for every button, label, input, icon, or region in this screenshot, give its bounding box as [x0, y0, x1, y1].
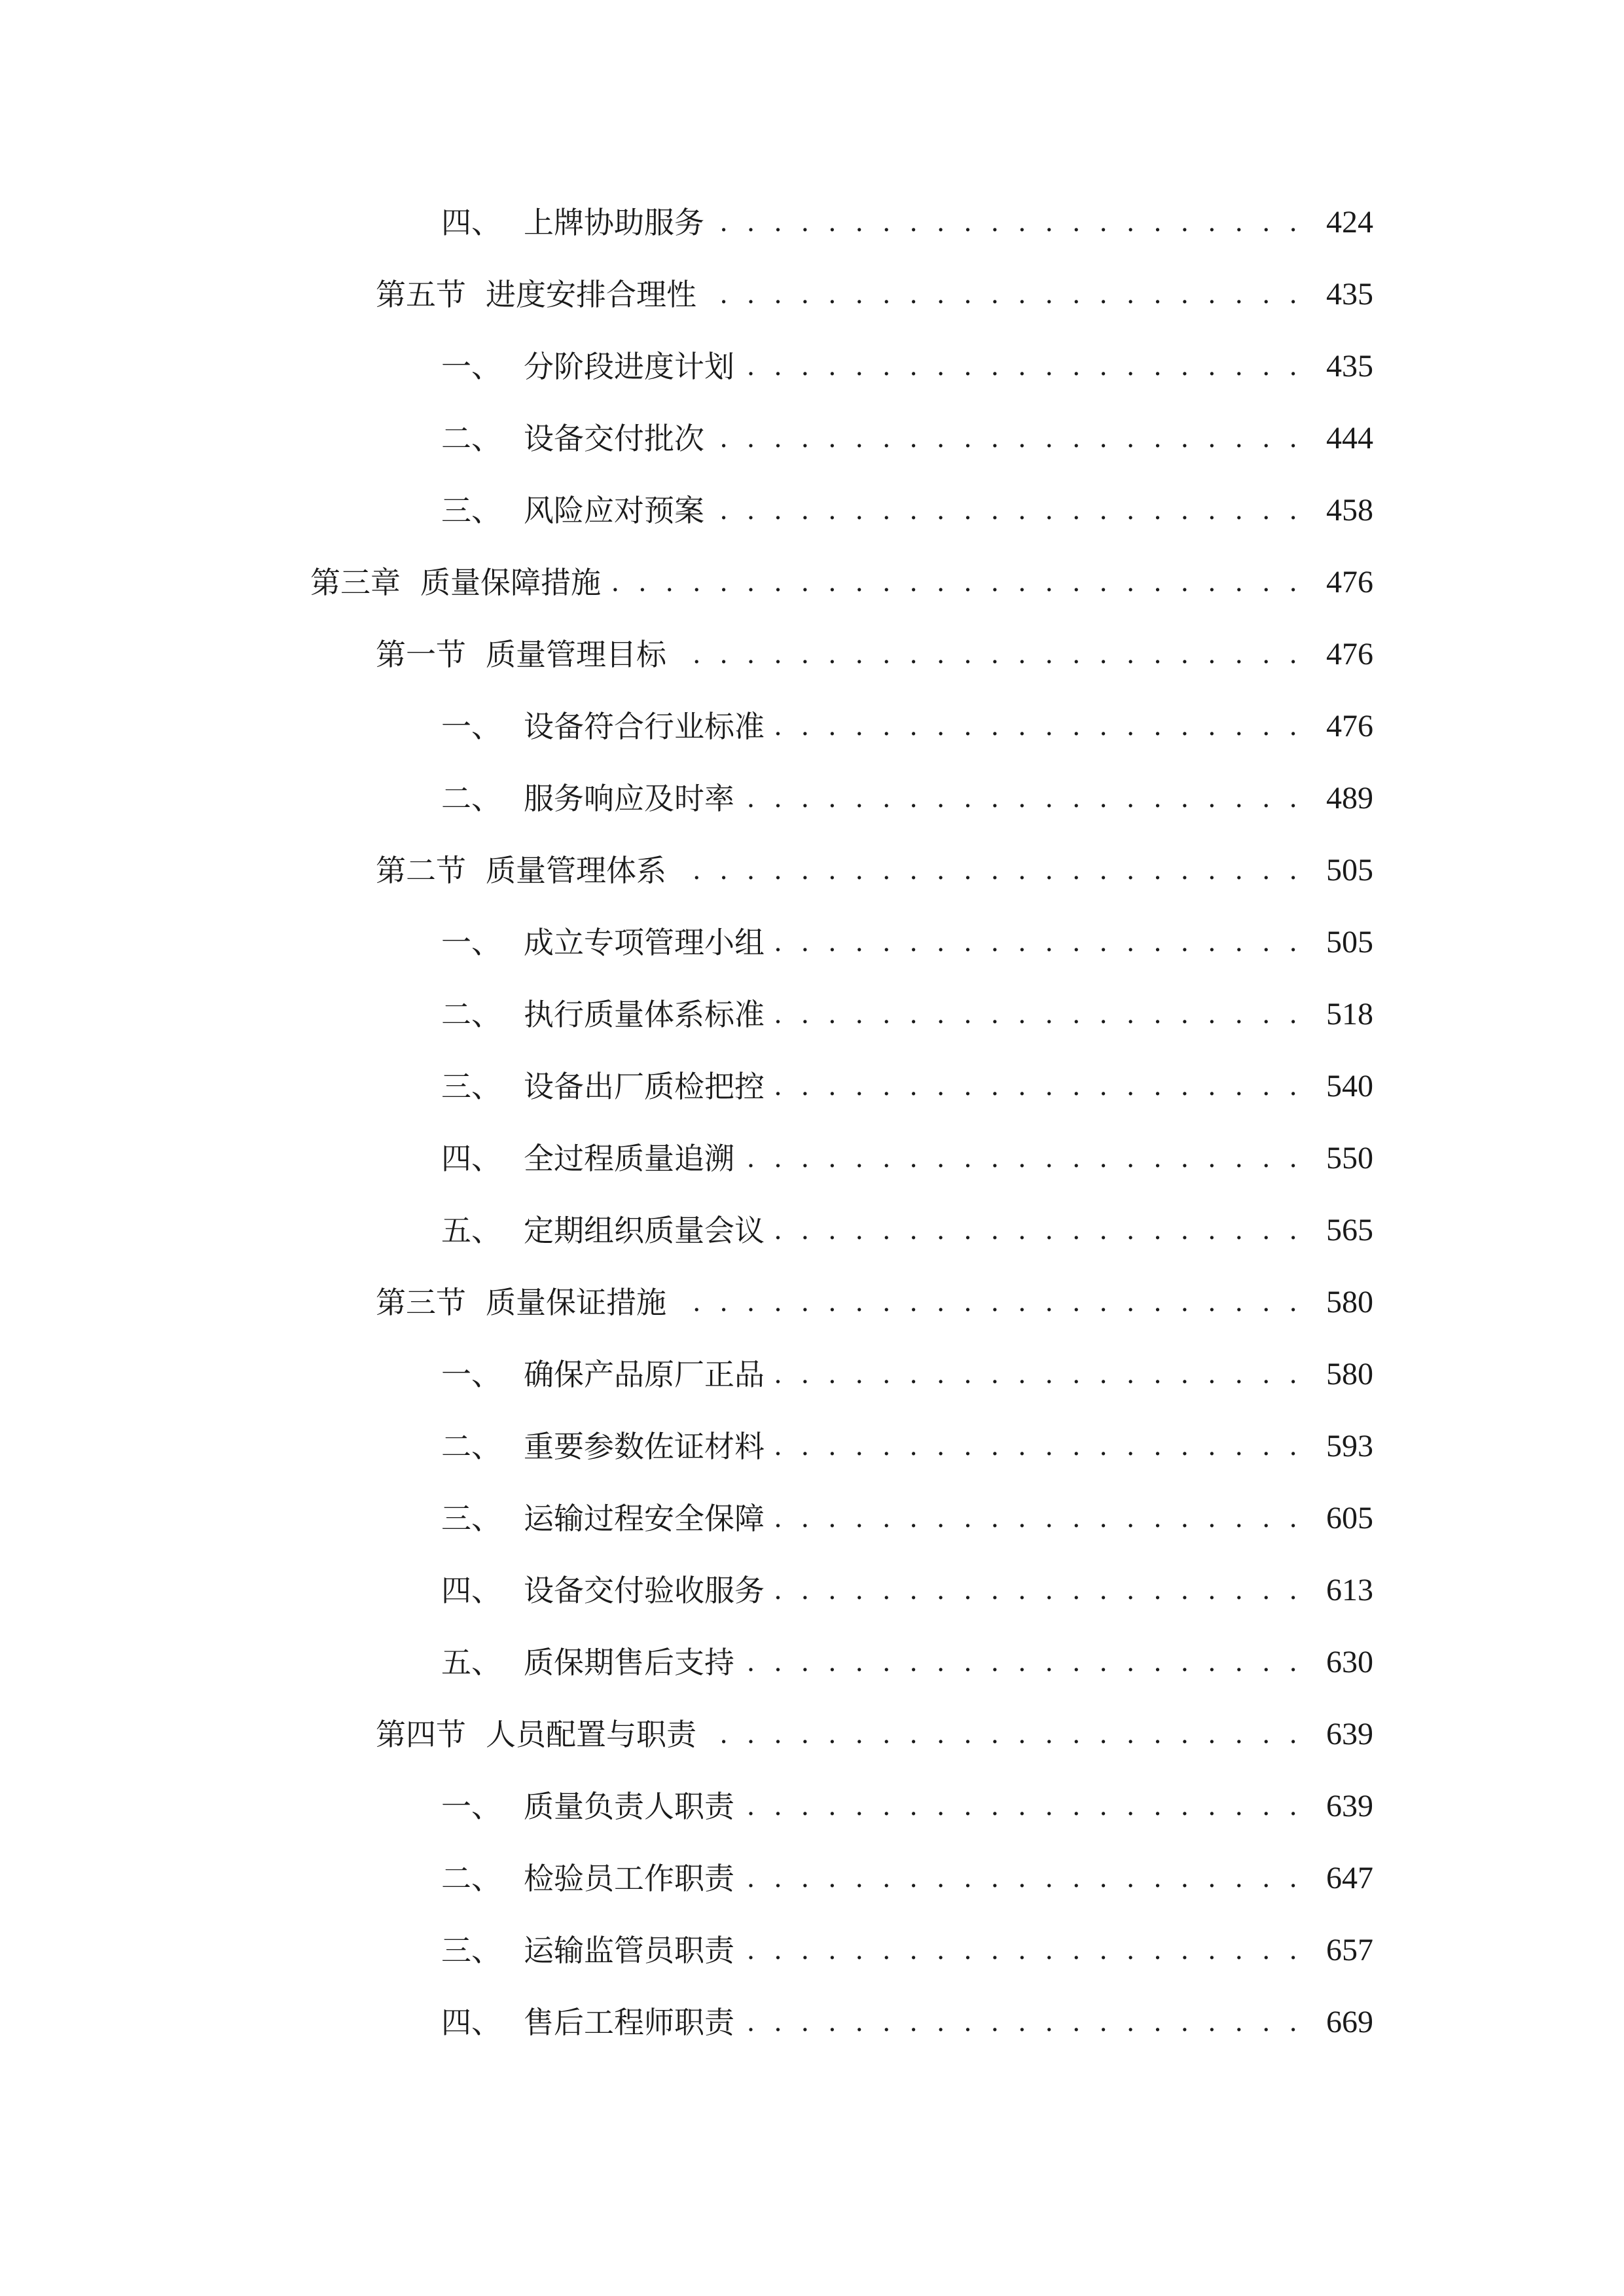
toc-entry[interactable]: [441, 1636, 1373, 1689]
toc-dot-leader: [744, 1924, 1303, 1977]
toc-entry-title: 设备交付批次: [524, 421, 704, 456]
toc-dot-leader: [744, 1132, 1303, 1185]
toc-entry-page: 505: [1326, 853, 1373, 888]
toc-entry-title: 执行质量体系标准: [524, 997, 765, 1032]
toc-entry-page: 435: [1326, 349, 1373, 384]
toc-entry-page: 518: [1326, 997, 1373, 1031]
toc-dot-leader: [774, 700, 1303, 753]
toc-entry-section-label: 第四节: [376, 1717, 466, 1752]
toc-entry-page: 580: [1326, 1285, 1373, 1319]
toc-entry-page: 489: [1326, 781, 1373, 816]
toc-entry-page: 593: [1326, 1429, 1373, 1463]
toc-entry[interactable]: [441, 916, 1373, 969]
toc-entry-page: 565: [1326, 1213, 1373, 1247]
toc-entry-number: 二、: [441, 421, 501, 456]
toc-entry[interactable]: [441, 1924, 1373, 1977]
toc-entry[interactable]: [441, 484, 1373, 537]
toc-dot-leader: [774, 1564, 1303, 1617]
toc-entry-number: 一、: [441, 1789, 501, 1824]
toc-entry-title: 设备符合行业标准: [524, 709, 765, 744]
toc-entry-title: 重要参数佐证材料: [524, 1429, 765, 1464]
toc-entry-number: 四、: [441, 2005, 501, 2040]
toc-entry-title: 质量负责人职责: [524, 1789, 734, 1824]
toc-entry-page: 639: [1326, 1789, 1373, 1823]
toc-entry-number: 一、: [441, 349, 501, 384]
toc-entry[interactable]: [441, 700, 1373, 753]
toc-entry-page: 476: [1326, 565, 1373, 600]
toc-entry-number: 三、: [441, 1069, 501, 1104]
toc-entry-page: 424: [1326, 205, 1373, 240]
toc-entry-number: 一、: [441, 925, 501, 960]
toc-entry-title: 风险应对预案: [524, 493, 704, 528]
toc-dot-leader: [774, 1348, 1303, 1401]
toc-entry-title: 成立专项管理小组: [524, 925, 765, 960]
toc-entry-page: 435: [1326, 277, 1373, 312]
toc-entry-title: 分阶段进度计划: [524, 349, 734, 384]
toc-dot-leader: [676, 1276, 1303, 1329]
toc-entry-title: 进度安排合理性: [486, 277, 696, 312]
toc-entry-title: 质量管理体系: [486, 853, 666, 888]
toc-dot-leader: [610, 556, 1303, 609]
toc-dot-leader: [774, 1492, 1303, 1545]
toc-entry[interactable]: [441, 1780, 1373, 1833]
toc-entry-page: 476: [1326, 637, 1373, 672]
toc-entry[interactable]: [441, 1420, 1373, 1473]
toc-entry[interactable]: [441, 1348, 1373, 1401]
toc-entry-page: 476: [1326, 709, 1373, 744]
toc-entry[interactable]: [376, 844, 1373, 897]
toc-entry-section-label: 第三节: [376, 1285, 466, 1320]
toc-entry-title: 人员配置与职责: [486, 1717, 696, 1752]
toc-entry[interactable]: [441, 1996, 1373, 2049]
toc-entry-page: 505: [1326, 925, 1373, 960]
toc-entry-title: 质量保障措施: [420, 565, 601, 600]
toc-dot-leader: [744, 1996, 1303, 2049]
toc-entry-number: 三、: [441, 1933, 501, 1968]
toc-entry-number: 二、: [441, 781, 501, 816]
toc-entry-page: 540: [1326, 1069, 1373, 1103]
toc-entry-page: 605: [1326, 1501, 1373, 1535]
toc-entry-title: 检验员工作职责: [524, 1861, 734, 1896]
toc-entry-title: 售后工程师职责: [524, 2005, 734, 2040]
toc-entry-section-label: 第一节: [376, 637, 466, 672]
toc-entry-number: 四、: [441, 205, 501, 240]
toc-dot-leader: [744, 340, 1303, 393]
toc-dot-leader: [676, 628, 1303, 681]
toc-entry-title: 运输过程安全保障: [524, 1501, 765, 1536]
toc-entry[interactable]: [441, 1204, 1373, 1257]
toc-dot-leader: [774, 916, 1303, 969]
toc-entry[interactable]: [441, 772, 1373, 825]
toc-entry-title: 质量保证措施: [486, 1285, 666, 1320]
toc-entry[interactable]: [441, 1852, 1373, 1905]
toc-entry[interactable]: [376, 1708, 1373, 1761]
toc-dot-leader: [774, 1420, 1303, 1473]
toc-dot-leader: [706, 1708, 1303, 1761]
toc-dot-leader: [774, 1060, 1303, 1113]
toc-entry[interactable]: [376, 268, 1373, 321]
toc-entry-section-label: 第二节: [376, 853, 466, 888]
toc-entry[interactable]: [376, 1276, 1373, 1329]
toc-entry-title: 全过程质量追溯: [524, 1141, 734, 1176]
toc-entry-title: 设备出厂质检把控: [524, 1069, 765, 1104]
toc-entry-title: 质保期售后支持: [524, 1645, 734, 1680]
toc-dot-leader: [774, 1204, 1303, 1257]
toc-entry-section-label: 第五节: [376, 277, 466, 312]
toc-dot-leader: [676, 844, 1303, 897]
toc-entry-number: 三、: [441, 1501, 501, 1536]
toc-dot-leader: [744, 1852, 1303, 1905]
toc-dot-leader: [744, 772, 1303, 825]
toc-entry-page: 444: [1326, 421, 1373, 456]
toc-entry[interactable]: [441, 196, 1373, 249]
toc-entry-title: 服务响应及时率: [524, 781, 734, 816]
toc-entry-page: 458: [1326, 493, 1373, 528]
toc-entry-number: 二、: [441, 1861, 501, 1896]
toc-dot-leader: [713, 412, 1303, 465]
toc-dot-leader: [713, 484, 1303, 537]
toc-entry-page: 647: [1326, 1861, 1373, 1895]
toc-entry[interactable]: [376, 628, 1373, 681]
toc-entry-number: 二、: [441, 997, 501, 1032]
toc-dot-leader: [744, 1780, 1303, 1833]
toc-entry-title: 定期组织质量会议: [524, 1213, 765, 1248]
toc-entry-number: 一、: [441, 1357, 501, 1392]
toc-entry-number: 一、: [441, 709, 501, 744]
toc-entry[interactable]: [441, 1564, 1373, 1617]
toc-entry[interactable]: [441, 1492, 1373, 1545]
toc-entry[interactable]: [441, 1132, 1373, 1185]
toc-dot-leader: [744, 1636, 1303, 1689]
toc-entry-title: 质量管理目标: [486, 637, 666, 672]
toc-entry-page: 639: [1326, 1717, 1373, 1751]
toc-entry[interactable]: [310, 556, 1373, 609]
toc-entry-number: 五、: [441, 1213, 501, 1248]
toc-entry[interactable]: [441, 412, 1373, 465]
toc-dot-leader: [774, 988, 1303, 1041]
toc-entry-title: 确保产品原厂正品: [524, 1357, 765, 1392]
toc-entry-page: 550: [1326, 1141, 1373, 1175]
toc-entry-page: 630: [1326, 1645, 1373, 1679]
toc-entry[interactable]: [441, 1060, 1373, 1113]
toc-entry-number: 四、: [441, 1573, 501, 1608]
toc-dot-leader: [713, 196, 1303, 249]
toc-entry[interactable]: [441, 340, 1373, 393]
toc-entry-number: 五、: [441, 1645, 501, 1680]
toc-entry-page: 657: [1326, 1933, 1373, 1967]
toc-entry-title: 上牌协助服务: [524, 205, 704, 240]
toc-entry-number: 二、: [441, 1429, 501, 1464]
toc-entry-title: 设备交付验收服务: [524, 1573, 765, 1608]
toc-entry-page: 580: [1326, 1357, 1373, 1391]
toc-entry[interactable]: [441, 988, 1373, 1041]
toc-entry-number: 四、: [441, 1141, 501, 1176]
toc-entry-number: 三、: [441, 493, 501, 528]
toc-entry-title: 运输监管员职责: [524, 1933, 734, 1968]
toc-dot-leader: [706, 268, 1303, 321]
toc-entry-chapter-label: 第三章: [310, 565, 401, 600]
toc-entry-page: 613: [1326, 1573, 1373, 1607]
toc-entry-page: 669: [1326, 2005, 1373, 2039]
